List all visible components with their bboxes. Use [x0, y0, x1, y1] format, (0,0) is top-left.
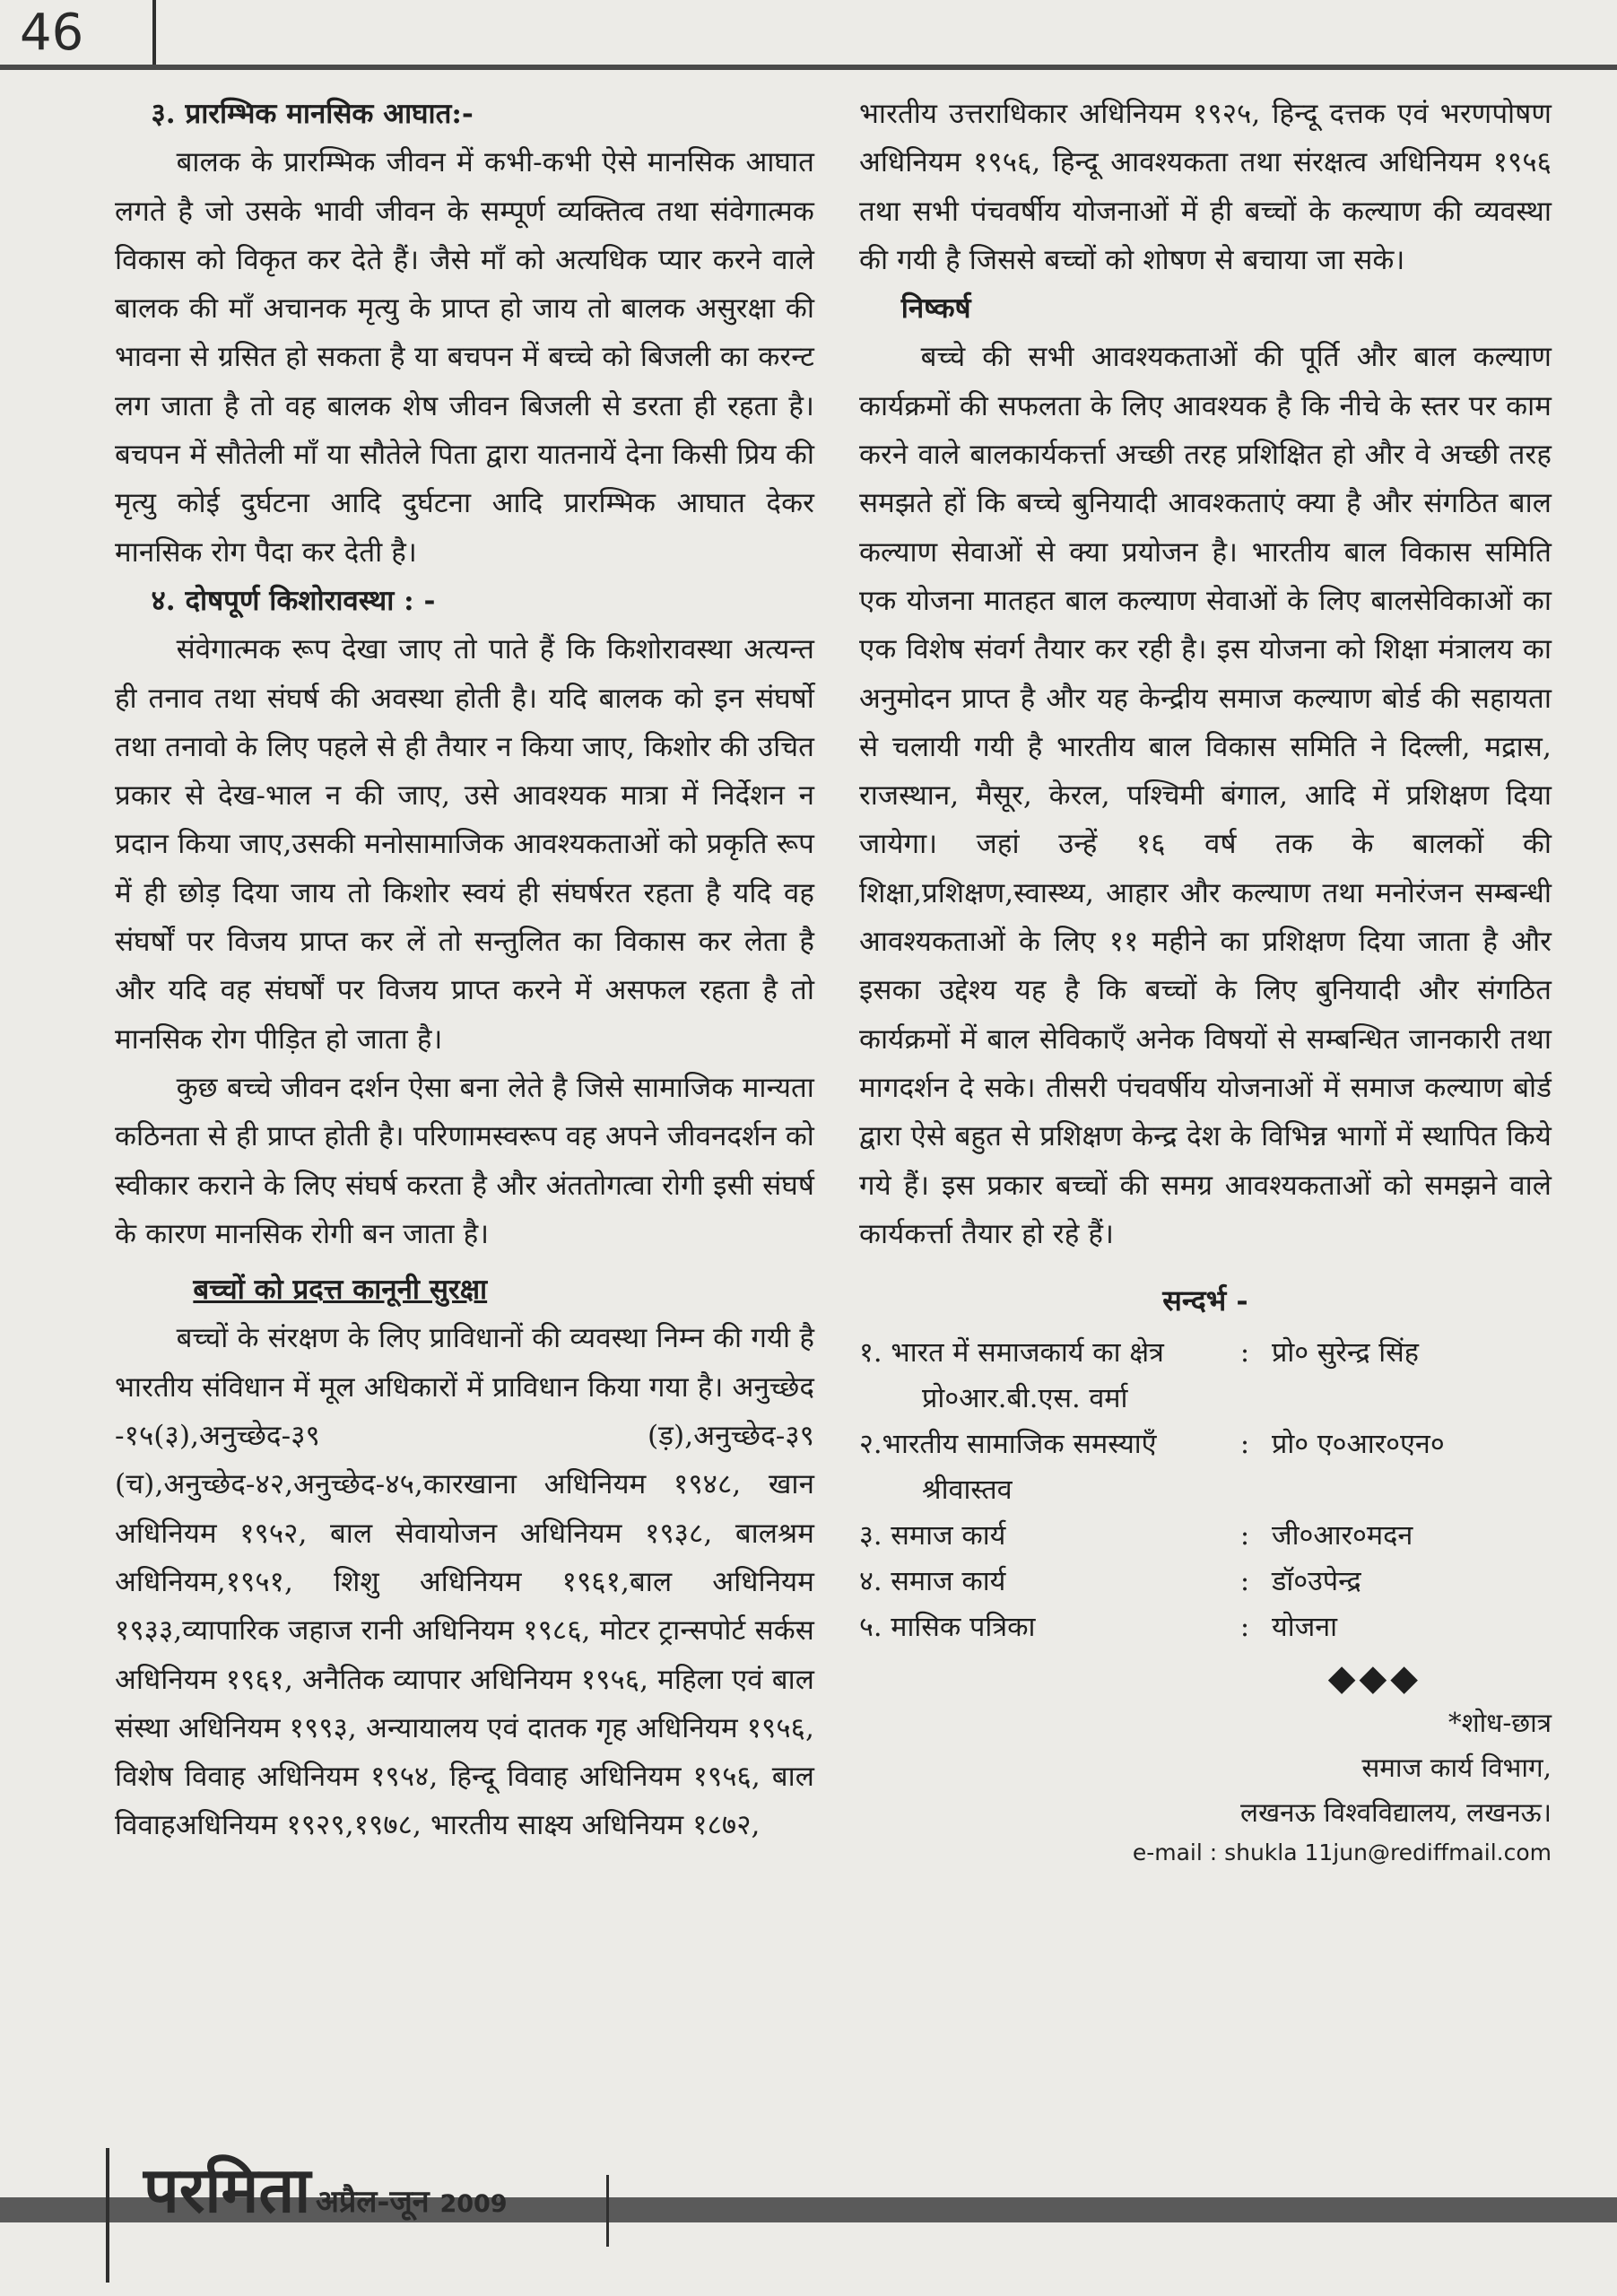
reference-separator: :	[1239, 1520, 1250, 1552]
magazine-name: परमिता	[143, 2152, 311, 2227]
conclusion-paragraph: बच्चे की सभी आवश्यकताओं की पूर्ति और बाल कल्याण कार्यक्रमों की सफलता के लिए आवश्यक है कि नीचे के स्तर पर काम करने वाले बालकार्यकर्त्ता अच्छी तरह प्रशिक्षित हो और वे अच्छी तरह समझते हों कि बच्चे बुनियादी आवश्कताएं क्या है और संगठित बाल कल्याण सेवाओं से क्या प्रयोजन है। भारतीय बाल विकास समिति एक योजना मातहत बाल कल्याण सेवाओं के लिए बालसेविकाओं का एक विशेष संवर्ग तैयार कर रही है। इस योजना को शिक्षा मंत्रालय का अनुमोदन प्राप्त है और यह केन्द्रीय समाज कल्याण बोर्ड की सहायता से चलायी गयी है भारतीय बाल विकास समिति ने दिल्ली, मद्रास, राजस्थान, मैसूर, केरल, पश्चिमी बंगाल, आदि में प्रशिक्षण दिया जायेगा। जहां उन्हें १६ वर्ष तक के बालकों की शिक्षा,प्रशिक्षण,स्वास्थ्य, आहार और कल्याण तथा मनोरंजन सम्बन्धी आवश्यकताओं के लिए ११ महीने का प्रशिक्षण दिया जाता है और इसका उद्देश्य यह है कि बच्चों के लिए बुनियादी और संगठित कार्यक्रमों में बाल सेविकाएँ अनेक विषयों से सम्बन्धित जानकारी तथा मागदर्शन दे सके। तीसरी पंचवर्षीय योजनाओं में समाज कल्याण बोर्ड द्वारा ऐसे बहुत से प्रशिक्षण केन्द्र देश के विभिन्न भागों में स्थापित किये गये हैं। इस प्रकार बच्चों की समग्र आवश्यकताओं को समझने वाले कार्यकर्त्ता तैयार हो रहे हैं।	[859, 341, 1552, 1250]
author-university: लखनऊ विश्वविद्यालय, लखनऊ।	[1240, 1797, 1552, 1829]
author-department: समाज कार्य विभाग,	[1361, 1752, 1552, 1784]
reference-separator: :	[1239, 1337, 1250, 1370]
reference-author: प्रो० सुरेन्द्र सिंह	[1272, 1337, 1419, 1370]
reference-author-continuation: प्रो०आर.बी.एस. वर्मा	[922, 1383, 1128, 1415]
header-divider-horizontal	[0, 65, 1617, 70]
section-4-paragraph-2: कुछ बच्चे जीवन दर्शन ऐसा बना लेते है जिसे सामाजिक मान्यता कठिनता से ही प्राप्त होती है। परिणामस्वरूप वह अपने जीवनदर्शन को स्वीकार कराने के लिए संघर्ष करता है और अंततोगत्वा रोगी इसी संघर्ष के कारण मानसिक रोगी बन जाता है।	[115, 1071, 814, 1250]
reference-author: योजना	[1272, 1612, 1338, 1644]
reference-title: ४. समाज कार्य	[859, 1566, 1006, 1598]
references-list	[859, 1330, 1552, 1650]
section-3-heading: ३. प्रारम्भिक मानसिक आघात:-	[151, 98, 474, 130]
reference-author: प्रो० ए०आर०एन०	[1272, 1429, 1445, 1461]
legal-protection-paragraph: बच्चों के संरक्षण के लिए प्राविधानों की व्यवस्था निम्न की गयी है भारतीय संविधान में मूल अधिकारों में प्राविधान किया गया है। अनुच्छेद -१५(३),अनुच्छेद-३९ (ड़),अनुच्छेद-३९ (च),अनुच्छेद-४२,अनुच्छेद-४५,कारखाना अधिनियम १९४८, खान अधिनियम १९५२, बाल सेवायोजन अधिनियम १९३८, बालश्रम अधिनियम,१९५१, शिशु अधिनियम १९६१,बाल अधिनियम १९३३,व्यापारिक जहाज रानी अधिनियम १९८६, मोटर ट्रान्सपोर्ट सर्कस अधिनियम १९६१, अनैतिक व्यापार अधिनियम १९५६, महिला एवं बाल संस्था अधिनियम १९९३, अन्यायालय एवं दातक गृह अधिनियम १९५६, विशेष विवाह अधिनियम १९५४, हिन्दू विवाह अधिनियम १९५६, बाल विवाहअधिनियम १९२९,१९७८, भारतीय साक्ष्य अधिनियम १८७२,	[115, 1322, 814, 1842]
reference-item	[859, 1605, 1552, 1650]
reference-item	[859, 1513, 1552, 1559]
reference-title: १. भारत में समाजकार्य का क्षेत्र	[859, 1337, 1164, 1370]
footer-divider-left	[106, 2148, 109, 2283]
reference-title: ३. समाज कार्य	[859, 1520, 1006, 1552]
section-4-paragraph: संवेगात्मक रूप देखा जाए तो पाते हैं कि किशोरावस्था अत्यन्त ही तनाव तथा संघर्ष की अवस्था होती है। यदि बालक को इन संघर्षो तथा तनावो के लिए पहले से ही तैयार न किया जाए, किशोर की उचित प्रकार से देख-भाल न की जाए, उसे आवश्यक मात्रा में निर्देशन न प्रदान किया जाए,उसकी मनोसामाजिक आवश्यकताओं को प्रकृति रूप में ही छोड़ दिया जाय तो किशोर स्वयं ही संघर्षरत रहता है यदि वह संघर्षों पर विजय प्राप्त कर लें तो सन्तुलित का विकास कर लेता है और यदि वह संघर्षों पर विजय प्राप्त करने में असफल रहता है तो मानसिक रोग पीड़ित हो जाता है।	[115, 633, 814, 1056]
reference-separator: :	[1239, 1429, 1250, 1461]
reference-author: जी०आर०मदन	[1272, 1520, 1413, 1552]
left-column	[115, 90, 814, 1850]
author-role: *शोध-छात्र	[1447, 1708, 1552, 1739]
issue-info	[316, 2179, 508, 2221]
reference-title: २.भारतीय सामाजिक समस्याएँ	[859, 1429, 1157, 1461]
continuation-paragraph: भारतीय उत्तराधिकार अधिनियम १९२५, हिन्दू दत्तक एवं भरणपोषण अधिनियम १९५६, हिन्दू आवश्यकता तथा संरक्षत्व अधिनियम १९५६ तथा सभी पंचवर्षीय योजनाओं में ही बच्चों के कल्याण की व्यवस्था की गयी है जिससे बच्चों को शोषण से बचाया जा सके।	[859, 98, 1552, 276]
references-heading: सन्दर्भ -	[1162, 1283, 1248, 1318]
footer-divider-right	[606, 2175, 609, 2247]
page-number: 46	[20, 4, 84, 62]
header-divider-vertical	[152, 0, 156, 70]
author-email: e-mail : shukla 11jun@rediffmail.com	[1132, 1839, 1552, 1866]
right-column	[859, 90, 1552, 1871]
reference-separator: :	[1239, 1612, 1250, 1644]
reference-item	[859, 1330, 1552, 1376]
diamond-ornament-icon: ◆◆◆	[1327, 1657, 1421, 1700]
section-4-heading: ४. दोषपूर्ण किशोरावस्था : -	[151, 584, 436, 617]
issue-months: अप्रैल-जून	[316, 2184, 430, 2220]
issue-year: 2009	[439, 2190, 508, 2218]
reference-item	[859, 1422, 1552, 1467]
section-3-paragraph: बालक के प्रारम्भिक जीवन में कभी-कभी ऐसे मानसिक आघात लगते है जो उसके भावी जीवन के सम्पूर्ण व्यक्तित्व तथा संवेगात्मक विकास को विकृत कर देते हैं। जैसे माँ को अत्यधिक प्यार करने वाले बालक की माँ अचानक मृत्यु के प्राप्त हो जाय तो बालक असुरक्षा की भावना से ग्रसित हो सकता है या बचपन में बच्चे को बिजली का करन्ट लग जाता है तो वह बालक शेष जीवन बिजली से डरता ही रहता है। बचपन में सौतेली माँ या सौतेले पिता द्वारा यातनायें देना किसी प्रिय की मृत्यु कोई दुर्घटना आदि दुर्घटना आदि प्रारम्भिक आघात देकर मानसिक रोग पैदा कर देती है।	[115, 146, 814, 569]
reference-separator: :	[1239, 1566, 1250, 1598]
reference-author-continuation: श्रीवास्तव	[922, 1474, 1013, 1507]
conclusion-heading: निष्कर्ष	[900, 292, 971, 326]
legal-protection-heading: बच्चों को प्रदत्त कानूनी सुरक्षा	[193, 1274, 488, 1307]
reference-item	[859, 1559, 1552, 1605]
reference-author: डॉ०उपेन्द्र	[1272, 1566, 1361, 1598]
reference-title: ५. मासिक पत्रिका	[859, 1612, 1036, 1644]
